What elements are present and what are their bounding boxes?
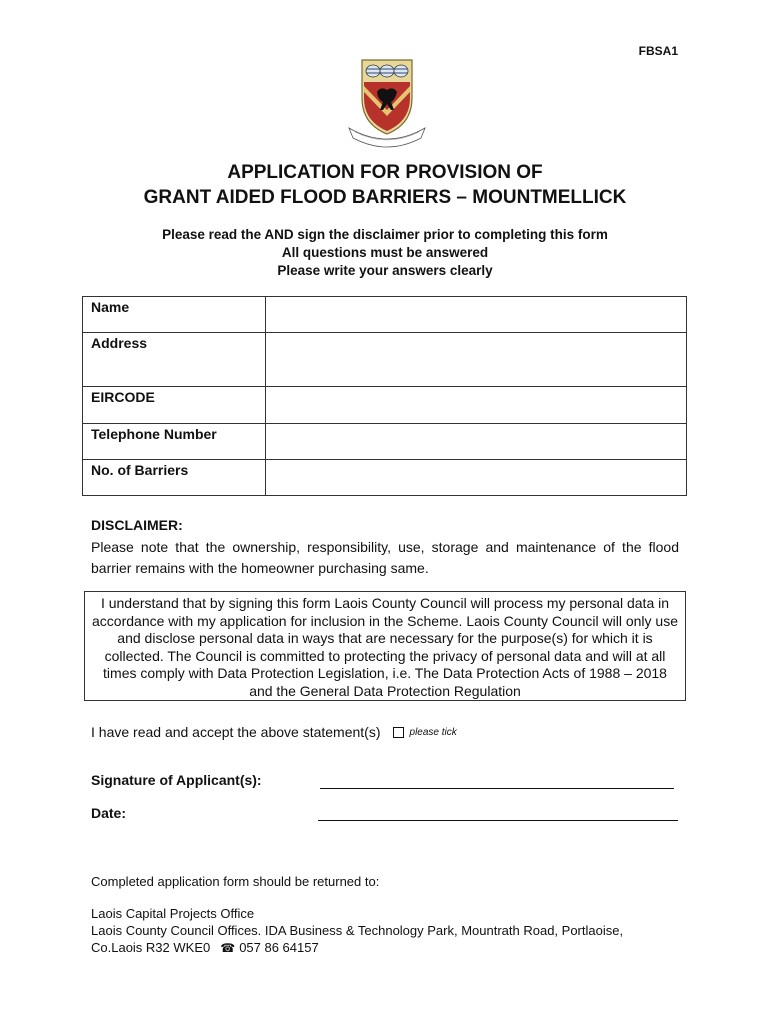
address-line-2: Laois County Council Offices. IDA Business & Technology Park, Mountrath Road, Portlaoise, xyxy=(91,923,624,938)
data-protection-statement-box xyxy=(84,591,686,701)
telephone-label: Telephone Number xyxy=(83,424,266,460)
telephone-field[interactable] xyxy=(266,424,687,460)
address-label: Address xyxy=(83,333,266,387)
phone-number: 057 86 64157 xyxy=(239,940,319,955)
data-protection-statement: I understand that by signing this form Laois County Council will process my personal data in accordance with my application for inclusion in the Scheme. Laois County Council will only use and disclose personal data in ways that are necessary for the purpose(s) for which it is collected. The Council is committed to protecting the privacy of personal data and will at all times comply with Data Protection Legislation, i.e. The Data Protection Acts of 1988 – 2018 and the General Data Protection Regulation xyxy=(92,595,678,699)
instruction-2: All questions must be answered xyxy=(281,245,489,260)
name-label: Name xyxy=(83,297,266,333)
signature-label: Signature of Applicant(s): xyxy=(91,772,262,788)
barriers-field[interactable] xyxy=(266,460,687,496)
disclaimer-text: Please note that the ownership, responsibility, use, storage and maintenance of the flood barrier remains with the homeowner purchasing same. xyxy=(91,539,679,576)
table-row xyxy=(83,424,687,460)
eircode-field[interactable] xyxy=(266,387,687,424)
instruction-3: Please write your answers clearly xyxy=(277,263,493,278)
county-crest-icon xyxy=(335,58,439,150)
address-line-3 xyxy=(91,939,319,957)
instruction-1: Please read the AND sign the disclaimer prior to completing this form xyxy=(162,227,608,242)
disclaimer-heading: DISCLAIMER: xyxy=(91,517,183,533)
form-code: FBSA1 xyxy=(638,44,678,58)
phone-icon: ☎ xyxy=(220,941,236,955)
name-field[interactable] xyxy=(266,297,687,333)
return-note: Completed application form should be returned to: xyxy=(91,874,380,889)
date-line[interactable] xyxy=(318,820,678,821)
tick-note: please tick xyxy=(409,726,457,738)
form-title-line-2: GRANT AIDED FLOOD BARRIERS – MOUNTMELLICK xyxy=(143,187,627,208)
address-line-1: Laois Capital Projects Office xyxy=(91,906,255,921)
applicant-details-table xyxy=(82,296,687,496)
address-postcode: Co.Laois R32 WKE0 xyxy=(91,940,211,955)
table-row xyxy=(83,333,687,387)
table-row xyxy=(83,297,687,333)
eircode-label: EIRCODE xyxy=(83,387,266,424)
table-row xyxy=(83,387,687,424)
signature-line[interactable] xyxy=(320,788,674,789)
date-label: Date: xyxy=(91,805,127,821)
acceptance-row xyxy=(91,724,457,740)
table-row xyxy=(83,460,687,496)
address-field[interactable] xyxy=(266,333,687,387)
form-title-line-1: APPLICATION FOR PROVISION OF xyxy=(227,162,543,183)
acceptance-text: I have read and accept the above statement(s) xyxy=(91,724,381,740)
accept-checkbox[interactable] xyxy=(393,727,404,738)
barriers-label: No. of Barriers xyxy=(83,460,266,496)
